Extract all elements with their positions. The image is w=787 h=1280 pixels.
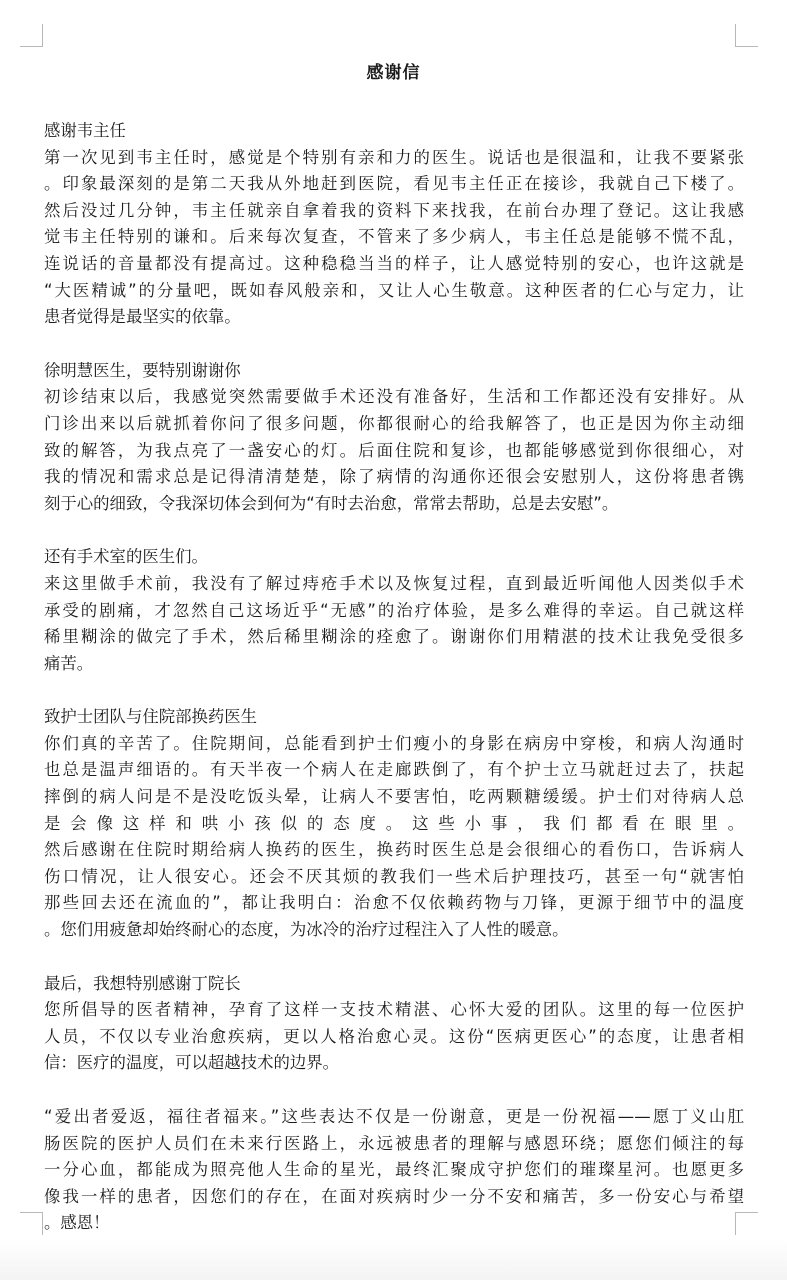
paragraph-line: 伤口情况，让人很安心。还会不厌其烦的教我们一些术后护理技巧，甚至一句“就害怕: [44, 866, 744, 886]
paragraph-line: 痛苦。: [44, 653, 94, 673]
paragraph-line: 人员，不仅以专业治愈疾病，更以人格治愈心灵。这份“医病更医心”的态度，让患者相: [44, 1026, 744, 1046]
paragraph-line: 您所倡导的医者精神，孕育了这样一支技术精湛、心怀大爱的团队。这里的每一位医护: [44, 1000, 744, 1020]
paragraph-line: “爱出者爱返，福往者福来。”这些表达不仅是一份谢意，更是一份祝福——愿丁义山肛: [44, 1107, 744, 1126]
letter-section: [44, 358, 744, 518]
paragraph-line: 也总是温声细语的。有天半夜一个病人在走廊跌倒了，有个护士立马就赶过去了，扶起: [44, 760, 744, 780]
paragraph-line: 是会像这样和哄小孩似的态度。这些小事，我们都看在眼里。: [44, 813, 744, 833]
paragraph-line: 你们真的辛苦了。住院期间，总能看到护士们瘦小的身影在病房中穿梭，和病人沟通时: [44, 733, 744, 753]
paragraph-line: 肠医院的医护人员们在未来行医路上，永远被患者的理解与感恩环绕；愿您们倾注的每: [44, 1133, 744, 1153]
letter-section: [44, 704, 744, 943]
paragraph-line: 信：医疗的温度，可以超越技术的边界。: [44, 1053, 340, 1073]
letter-section: [44, 118, 744, 331]
section-heading: 感谢韦主任: [44, 121, 126, 140]
document-title: 感谢信: [366, 63, 421, 83]
letter-section: [44, 971, 744, 1077]
paragraph-line: 第一次见到韦主任时，感觉是个特别有亲和力的医生。说话也是很温和，让我不要紧张: [44, 147, 744, 167]
letter-section: [44, 544, 744, 677]
page-corner-top-left-mark: [20, 24, 43, 47]
section-heading: 致护士团队与住院部换药医生: [44, 707, 258, 727]
paragraph-line: 来这里做手术前，我没有了解过痔疮手术以及恢复过程，直到最近听闻他人因类似手术: [44, 573, 744, 593]
paragraph-line: 然后感谢在住院时期给病人换药的医生，换药时医生总是会很细心的看伤口，告诉病人: [44, 840, 744, 860]
paragraph-line: 稀里糊涂的做完了手术，然后稀里糊涂的痊愈了。谢谢你们用精湛的技术让我免受很多: [44, 627, 744, 647]
paragraph-line: 一分心血，都能成为照亮他人生命的星光，最终汇聚成守护您们的璀璨星河。也愿更多: [44, 1160, 744, 1180]
letter-body: [44, 118, 744, 1237]
paragraph-line: 。感恩！: [44, 1213, 110, 1233]
paragraph-line: 初诊结束以后，我感觉突然需要做手术还没有准备好，生活和工作都还没有安排好。从: [44, 387, 744, 407]
paragraph-line: 摔倒的病人问是不是没吃饭头晕，让病人不要害怕，吃两颗糖缓缓。护士们对待病人总: [44, 787, 744, 807]
paragraph-line: 致的解答，为我点亮了一盏安心的灯。后面住院和复诊，也都能够感觉到你很细心，对: [44, 440, 744, 460]
paragraph-line: 像我一样的患者，因您们的存在，在面对疾病时少一分不安和痛苦，多一份安心与希望: [44, 1186, 744, 1206]
page-corner-bottom-left-mark: [20, 1212, 43, 1235]
page-bottom-shadow: [0, 1240, 787, 1280]
paragraph-line: 承受的剧痛，才忽然自己这场近乎“无感”的治疗体验，是多么难得的幸运。自己就这样: [44, 600, 744, 620]
paragraph-line: 患者觉得是最坚实的依靠。: [44, 307, 241, 327]
paragraph-line: 然后没过几分钟，韦主任就亲自拿着我的资料下来找我，在前台办理了登记。这让我感: [44, 200, 744, 220]
paragraph-line: 那些回去还在流血的”，都让我明白：治愈不仅依赖药物与刀锋，更源于细节中的温度: [44, 893, 744, 913]
paragraph-line: 连说话的音量都没有提高过。这种稳稳当当的样子，让人感觉特别的安心，也许这就是: [44, 253, 744, 273]
paragraph-line: 我的情况和需求总是记得清清楚楚，除了病情的沟通你还很会安慰别人，这份将患者镌: [44, 467, 744, 487]
paragraph-line: 觉韦主任特别的谦和。后来每次复查，不管来了多少病人，韦主任总是能够不慌不乱，: [44, 227, 744, 247]
paragraph-line: “大医精诚”的分量吧，既如春风般亲和，又让人心生敬意。这种医者的仁心与定力，让: [44, 280, 744, 300]
paragraph-line: 。印象最深刻的是第二天我从外地赶到医院，看见韦主任正在接诊，我就自己下楼了。: [44, 174, 744, 194]
paragraph-line: 。您们用疲惫却始终耐心的态度，为冰冷的治疗过程注入了人性的暖意。: [44, 920, 569, 940]
page-corner-top-right-mark: [735, 24, 758, 47]
section-heading: 最后，我想特别感谢丁院长: [44, 973, 241, 993]
section-heading: 徐明慧医生，要特别谢谢你: [44, 360, 241, 380]
paragraph-line: 门诊出来以后就抓着你问了很多问题，你都很耐心的给我解答了，也正是因为你主动细: [44, 413, 744, 433]
letter-section: [44, 1104, 744, 1237]
section-heading: 还有手术室的医生们。: [44, 547, 208, 567]
paragraph-line: 刻于心的细致，令我深切体会到何为“有时去治愈，常常去帮助，总是去安慰”。: [44, 493, 619, 513]
